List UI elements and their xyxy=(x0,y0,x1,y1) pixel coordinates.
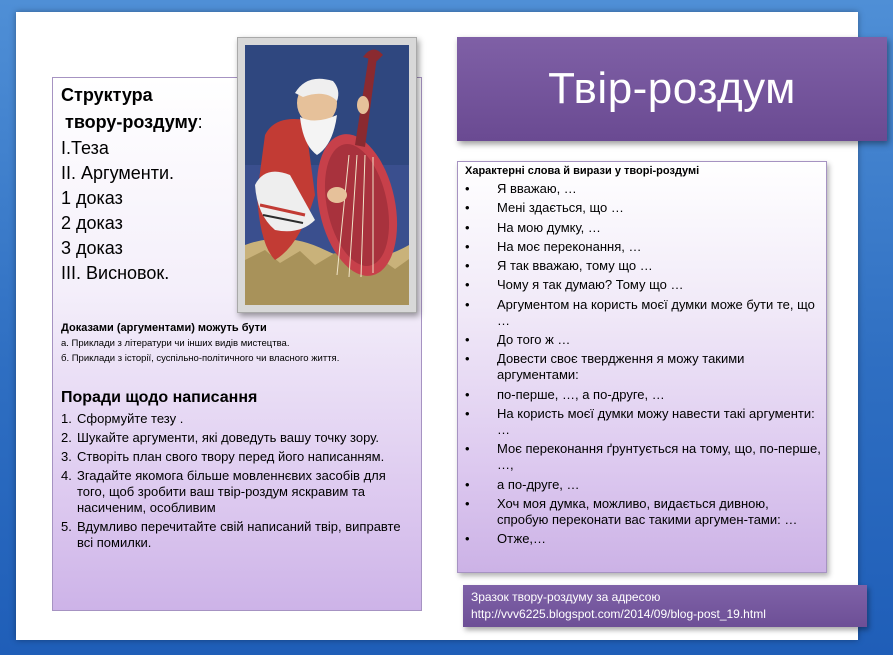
tip-item: 5. Вдумливо перечитайте свій написаний твір, виправте всі помилки. xyxy=(61,519,401,550)
proof-item: а. Приклади з літератури чи інших видів мистецтва. xyxy=(61,338,290,349)
kobzar-illustration xyxy=(237,37,417,313)
structure-title xyxy=(61,82,203,136)
tips-title: Поради щодо написання xyxy=(61,389,258,406)
structure-item: ІІІ. Висновок. xyxy=(61,263,170,283)
list-item: • Аргументом на користь моєї думки може бути те, що … xyxy=(465,296,815,328)
list-item: • Отже,… xyxy=(465,531,547,547)
structure-item: 2 доказ xyxy=(61,213,123,233)
proofs-block xyxy=(61,321,416,366)
proofs-title: Доказами (аргументами) можуть бути xyxy=(61,322,267,334)
list-item: • Чому я так думаю? Тому що … xyxy=(465,277,684,293)
structure-item: ІІ. Аргументи. xyxy=(61,163,175,183)
phrases-list xyxy=(465,181,821,550)
phrases-panel xyxy=(457,161,827,573)
proof-item: б. Приклади з історії, суспільно-політичного чи власного життя. xyxy=(61,353,340,364)
structure-title-line2: твору-роздуму: xyxy=(65,112,203,132)
tips-block xyxy=(61,387,411,554)
tip-item: 2. Шукайте аргументи, які доведуть вашу точку зору. xyxy=(61,430,379,445)
list-item: • Я так вважаю, тому що … xyxy=(465,258,653,274)
structure-item: І.Теза xyxy=(61,138,109,158)
source-link[interactable]: http://vvv6225.blogspot.com/2014/09/blog-post_19.html xyxy=(471,607,766,621)
tip-item: 3. Створіть план свого твору перед його написанням. xyxy=(61,449,385,464)
list-item: • На користь моєї думки можу навести такі аргументи: … xyxy=(465,405,815,437)
list-item: • Довести своє твердження я можу такими аргументами: xyxy=(465,351,745,383)
kobzar-picture-icon xyxy=(245,45,409,305)
list-item: • До того ж … xyxy=(465,332,571,348)
list-item: • а по-друге, … xyxy=(465,476,580,492)
phrases-title: Характерні слова й вирази у творі-роздумі xyxy=(465,165,700,177)
title-banner xyxy=(457,37,887,141)
list-item: • Я вважаю, … xyxy=(465,181,577,196)
source-box xyxy=(463,585,867,627)
structure-title-line1: Структура xyxy=(61,85,153,105)
structure-item: 3 доказ xyxy=(61,238,123,258)
tip-item: 4. Згадайте якомога більше мовленнєвих засобів для того, щоб зробити ваш твір-роздум яскравим та насиченим, особливим xyxy=(61,468,386,515)
list-item: • Моє переконання ґрунтується на тому, що, по-перше, …, xyxy=(465,441,821,473)
list-item: • На мою думку, … xyxy=(465,219,601,235)
tip-item: 1. Сформуйте тезу . xyxy=(61,411,184,426)
list-item: • Мені здається, що … xyxy=(465,200,624,216)
page-title: Твір-роздум xyxy=(548,64,796,113)
list-item: • по-перше, …, а по-друге, … xyxy=(465,386,665,402)
list-item: • Хоч моя думка, можливо, видається дивною, спробую переконати вас такими аргумен-тами: … xyxy=(465,495,798,527)
structure-item: 1 доказ xyxy=(61,188,123,208)
list-item: • На моє переконання, … xyxy=(465,238,642,254)
source-caption: Зразок твору-роздуму за адресою xyxy=(471,590,661,604)
structure-list xyxy=(61,136,174,286)
